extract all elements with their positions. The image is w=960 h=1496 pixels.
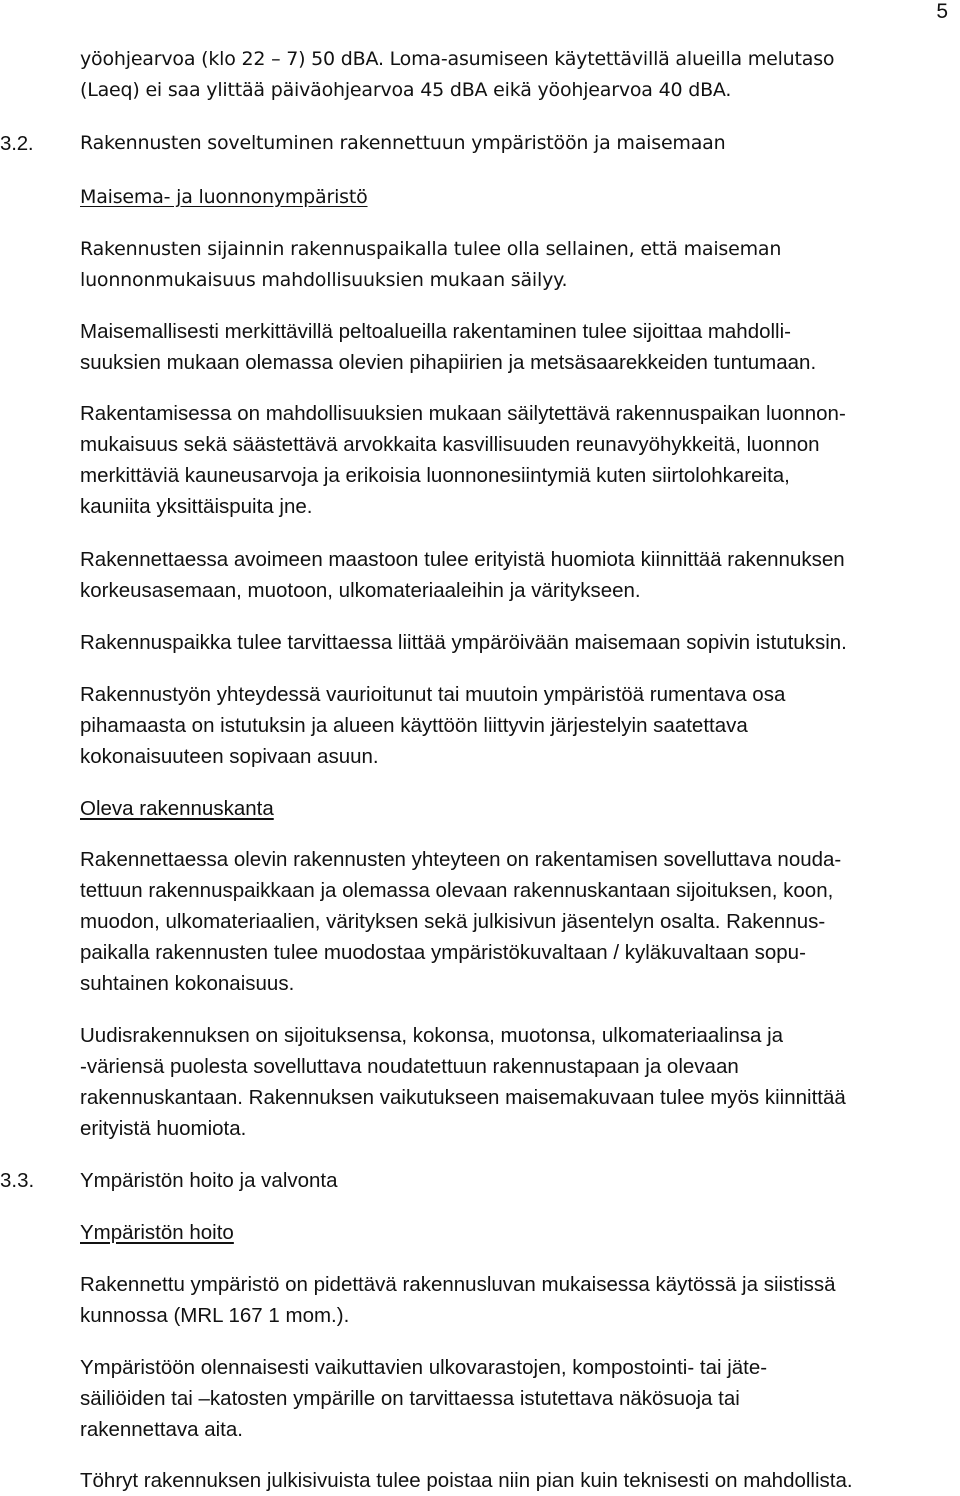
subheading-hoito-text: Ympäristön hoito [80,1221,234,1244]
section-3-3-title: Ympäristön hoito ja valvonta [80,1169,338,1192]
section-3-3-number: 3.3. [0,1169,35,1192]
paragraph-2: Maisemallisesti merkittävillä peltoalueilla rakentaminen tulee sijoittaa mahdolli- suuksien mukaan olemassa olevien pihapiirien ja metsäsaarekkeiden tuntumaan. [80,320,817,374]
paragraph-8: Uudisrakennuksen on sijoituksensa, kokonsa, muotonsa, ulkomateriaalinsa ja -väriensä puolesta sovelluttava noudatettuun rakennustapaan ja olevaan rakennuskantaan. Rakennuksen vaikutukseen maisemakuvaan tulee myös kiinnittää erityistä huomiota. [80,1024,846,1140]
section-3-2-number: 3.2. [0,132,34,155]
paragraph-1: Rakennusten sijainnin rakennuspaikalla tulee olla sellainen, että maiseman luonnonmukaisuus mahdollisuuksien mukaan säilyy. [80,238,782,291]
paragraph-5: Rakennuspaikka tulee tarvittaessa liittää ympäröivään maisemaan sopivin istutuksin. [80,631,847,654]
paragraph-6: Rakennustyön yhteydessä vaurioitunut tai muutoin ympäristöä rumentava osa pihamaasta on istutuksin ja alueen käyttöön liittyvin järjestelyin saatettava kokonaisuuteen sopivaan asuun. [80,683,786,768]
paragraph-9: Rakennettu ympäristö on pidettävä rakennusluvan mukaisessa käytössä ja siistissä kunnossa (MRL 167 1 mom.). [80,1273,836,1327]
section-3-2-title: Rakennusten soveltuminen rakennettuun ympäristöön ja maisemaan [80,132,726,154]
subheading-maisema-text: Maisema- ja luonnonympäristö [80,186,368,208]
subheading-hoito [80,1217,946,1248]
subheading-maisema [80,182,946,213]
paragraph-3: Rakentamisessa on mahdollisuuksien mukaan säilytettävä rakennuspaikan luonnon- mukaisuus sekä säästettävä arvokkaita kasvillisuuden reunavyöhykkeitä, luonnon merkittäviä kauneusarvoja ja erikoisia luonnonesiintymiä kuten siirtolohkareita, kauniita yksittäispuita jne. [80,402,846,518]
paragraph-7: Rakennettaessa olevin rakennusten yhteyteen on rakentamisen sovelluttava nouda- tettuun rakennuspaikkaan ja olemassa olevaan rakennuskantaan sijoituksen, koon, muodon, ulkomateriaalien, värityksen sekä julkisivun jäsentelyn osalta. Rakennus- paikalla rakennusten tulee muodostaa ympäristökuvaltaan / kyläkuvaltaan sopu- suhtainen kokonaisuus. [80,848,842,995]
paragraph-10: Ympäristöön olennaisesti vaikuttavien ulkovarastojen, kompostointi- tai jäte- säiliöiden tai –katosten ympärille on tarvittaessa istutettava näkösuoja tai rakennettava aita. [80,1356,768,1441]
paragraph-11: Töhryt rakennuksen julkisivuista tulee poistaa niin pian kuin teknisesti on mahdollista. [80,1469,853,1492]
page-number: 5 [936,0,948,23]
subheading-oleva [80,793,946,824]
intro-paragraph: yöohjearvoa (klo 22 – 7) 50 dBA. Loma-asumiseen käytettävillä alueilla melutaso (Laeq) ei saa ylittää päiväohjearvoa 45 dBA eikä yöohjearvoa 40 dBA. [80,48,835,101]
subheading-oleva-text: Oleva rakennuskanta [80,797,274,820]
paragraph-4: Rakennettaessa avoimeen maastoon tulee erityistä huomiota kiinnittää rakennuksen korkeusasemaan, muotoon, ulkomateriaaleihin ja väritykseen. [80,548,845,602]
